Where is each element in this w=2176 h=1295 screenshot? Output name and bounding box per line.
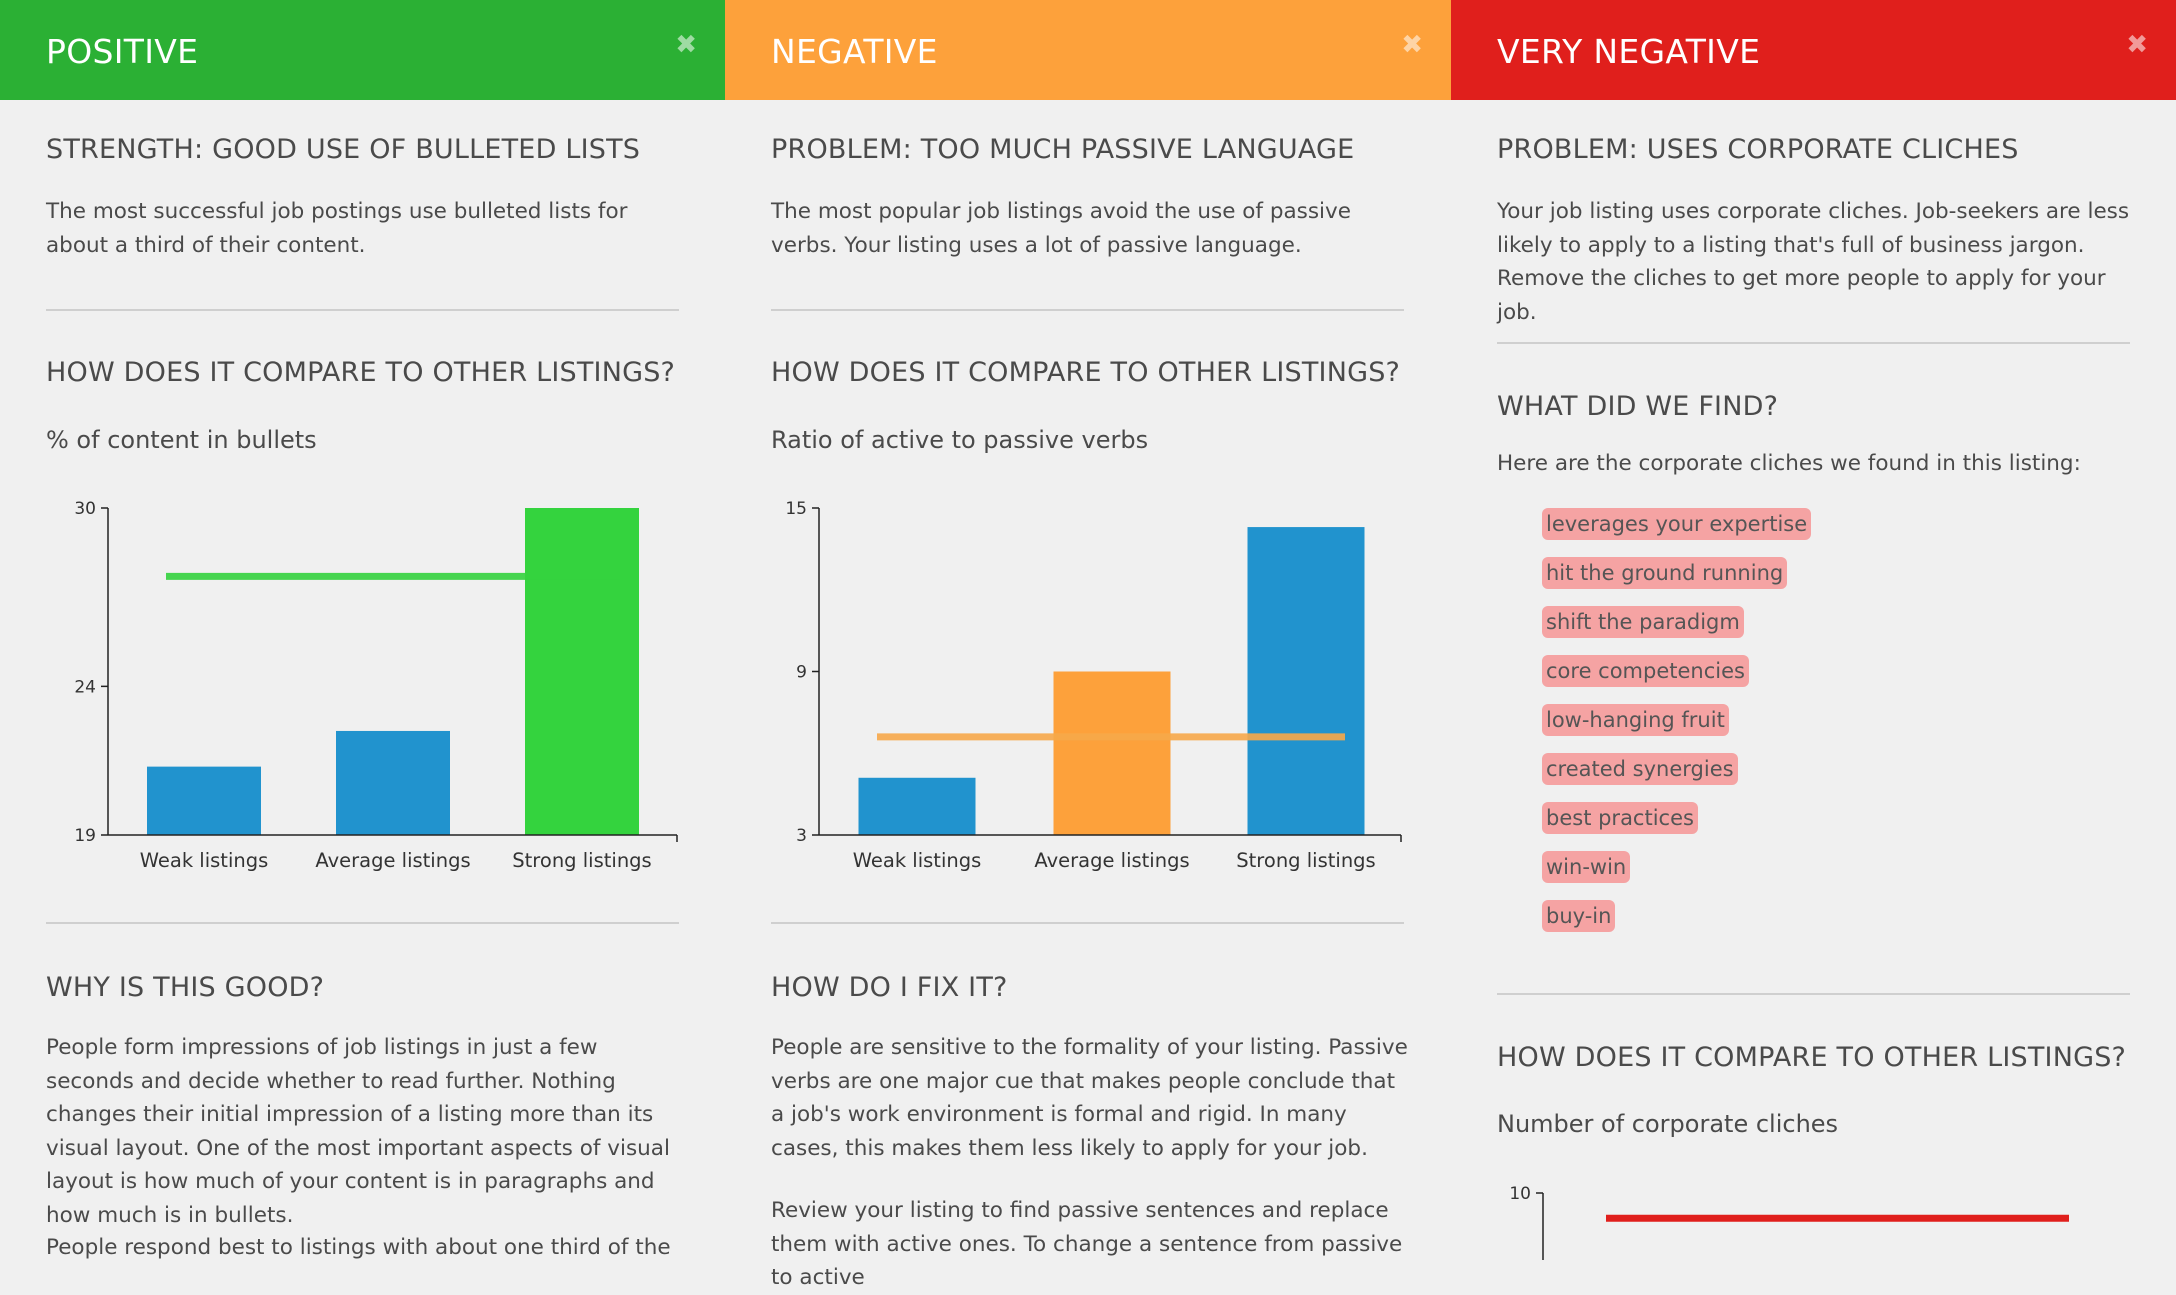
close-icon[interactable]: ✖	[1401, 30, 1423, 60]
y-tick-label: 3	[796, 826, 807, 846]
find-intro: Here are the corporate cliches we found in this listing:	[1497, 451, 2081, 476]
cliche-chip: core competencies	[1542, 655, 1749, 687]
section-heading: PROBLEM: TOO MUCH PASSIVE LANGUAGE	[771, 134, 1355, 165]
negative-panel	[725, 0, 1451, 1290]
very-negative-panel	[1451, 0, 2176, 1246]
compare-heading: HOW DOES IT COMPARE TO OTHER LISTINGS?	[1497, 1042, 2127, 1073]
y-tick-label: 30	[74, 499, 96, 519]
section-heading: PROBLEM: USES CORPORATE CLICHES	[1497, 134, 2019, 165]
cliche-chip: shift the paradigm	[1542, 606, 1744, 638]
bar	[525, 508, 639, 835]
divider	[1497, 342, 2130, 344]
bar	[336, 731, 450, 835]
cliche-chip: created synergies	[1542, 753, 1738, 785]
close-icon[interactable]: ✖	[2126, 30, 2148, 60]
y-tick-label: 9	[796, 662, 807, 683]
x-tick-label: Strong listings	[512, 849, 652, 872]
bar-chart	[0, 490, 725, 890]
cliche-chip: low-hanging fruit	[1542, 704, 1729, 736]
panel-header	[0, 0, 725, 100]
panel-header	[725, 0, 1451, 100]
cliche-chip: best practices	[1542, 802, 1698, 834]
y-tick-label: 15	[785, 499, 807, 519]
cliche-chip: hit the ground running	[1542, 557, 1787, 589]
panel-title: VERY NEGATIVE	[1497, 32, 1761, 71]
y-tick-label: 10	[1509, 1184, 1531, 1204]
x-tick-label: Average listings	[315, 849, 471, 872]
section-paragraph: People are sensitive to the formality of your listing. Passive verbs are one major cue that makes people conclude that a job's work environment is formal and rigid. In many cases, this makes them less likely to apply for your job.	[771, 1035, 1408, 1161]
section-heading: WHY IS THIS GOOD?	[46, 972, 325, 1003]
positive-panel	[0, 0, 725, 1260]
x-tick-label: Strong listings	[1236, 849, 1376, 872]
panel-title: NEGATIVE	[771, 32, 938, 71]
section-paragraph: Review your listing to find passive sentences and replace them with active ones. To change a sentence from passive to active	[771, 1198, 1403, 1290]
y-tick-label: 19	[74, 826, 96, 846]
divider	[46, 309, 679, 311]
panel-header	[1451, 0, 2176, 100]
cliche-chip: buy-in	[1542, 900, 1615, 932]
panel-title: POSITIVE	[46, 32, 199, 71]
divider	[771, 309, 1404, 311]
chart-metric-label: % of content in bullets	[46, 426, 317, 454]
bar	[1248, 527, 1365, 835]
chart-metric-label: Ratio of active to passive verbs	[771, 426, 1149, 454]
compare-heading: HOW DOES IT COMPARE TO OTHER LISTINGS?	[771, 357, 1401, 388]
section-text: The most successful job postings use bulleted lists for about a third of their content.	[46, 199, 628, 258]
cliche-chip: leverages your expertise	[1542, 508, 1811, 540]
close-icon[interactable]: ✖	[675, 30, 697, 60]
chart-metric-label: Number of corporate cliches	[1497, 1110, 1839, 1138]
section-heading: STRENGTH: GOOD USE OF BULLETED LISTS	[46, 134, 641, 165]
section-text: Your job listing uses corporate cliches. Job-seekers are less likely to apply to a listing that's full of business jargon. Remove the cliches to get more people to apply for your job.	[1497, 199, 2130, 325]
cliche-chip: win-win	[1542, 851, 1630, 883]
bar	[1054, 672, 1171, 836]
compare-heading: HOW DOES IT COMPARE TO OTHER LISTINGS?	[46, 357, 676, 388]
divider	[46, 922, 679, 924]
x-tick-label: Weak listings	[852, 849, 982, 872]
bar-chart	[725, 490, 1451, 890]
section-paragraph: People form impressions of job listings in just a few seconds and decide whether to read further. Nothing changes their initial impression of a listing more than its visual layout. One of the most important aspects of visual layout is how much of your content is in paragraphs and how much is in bullets.	[46, 1035, 670, 1228]
bar	[859, 778, 976, 835]
divider	[1497, 993, 2130, 995]
find-heading: WHAT DID WE FIND?	[1497, 391, 1779, 422]
section-heading: HOW DO I FIX IT?	[771, 972, 1008, 1003]
section-text: The most popular job listings avoid the use of passive verbs. Your listing uses a lot of passive language.	[771, 199, 1351, 258]
bar-chart	[1451, 1170, 2176, 1250]
x-tick-label: Average listings	[1034, 849, 1190, 872]
y-tick-label: 24	[74, 677, 96, 698]
divider	[771, 922, 1404, 924]
x-tick-label: Weak listings	[139, 849, 269, 872]
section-paragraph: People respond best to listings with about one third of the	[46, 1235, 671, 1260]
bar	[147, 767, 261, 835]
